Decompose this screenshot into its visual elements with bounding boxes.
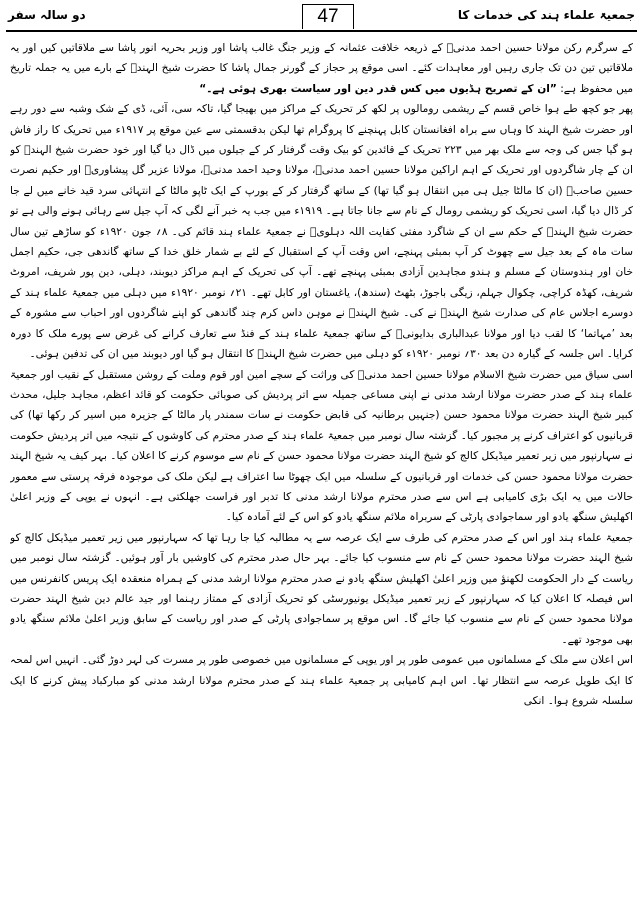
header-title-right: جمعیۃ علماء ہند کی خدمات کا [457, 8, 635, 22]
paragraph-1 [10, 38, 633, 99]
page-header [6, 4, 637, 32]
pasha-quote: ”ان کے تصریح ہڈیوں میں کس قدر دین اور سیاست بھری ہوئی ہے۔“ [199, 82, 557, 95]
paragraph-5: اس اعلان سے ملک کے مسلمانوں میں عمومی طور پر اور یوپی کے مسلمانوں میں خصوصی طور پر مسرت کی لہر دوڑ گئی۔ انہیں اس لمحہ کا ایک طویل عرصہ سے انتظار تھا۔ اس اہم کامیابی پر جمعیۃ علماء ہند کے صدر محترم مولانا ارشد مدنی کو مبارکباد پیش کرنے کا ایک سلسلہ شروع ہوا۔ انکی [10, 654, 633, 707]
paragraph-4: جمعیۃ علماء ہند اور اس کے صدر محترم کی طرف سے ایک عرصہ سے یہ مطالبہ کیا جا رہا تھا کہ سہارنپور میں زیر تعمیر میڈیکل کالج کو شیخ الہند حضرت مولانا محمود حسن کے نام سے منسوب کیا جائے۔ بہر حال صدر محترم کی کاوشیں بار آور ہوئیں۔ گزشتہ سال نومبر میں ریاست کے دار الحکومت لکھنؤ میں وزیر اعلیٰ اکھلیش سنگھ یادو نے صدر محترم مولانا ارشد مدنی کے ہمراہ منعقدہ ایک پریس کانفرنس میں اس فیصلہ کا اعلان کیا کہ سہارنپور کے زیر تعمیر میڈیکل یونیورسٹی کو تحریک آزادی کے ممتاز رہنما اور جید عالم دین شیخ الہند حضرت مولانا محمود حسن کے نام سے منسوب کیا جائے گا۔ اس موقع پر سماجوادی پارٹی کے صدر اور ریاست کے سابق وزیر اعلیٰ ملائم سنگھ یادو بھی موجود تھے۔ [10, 531, 633, 646]
paragraph-3: اسی سیاق میں حضرت شیخ الاسلام مولانا حسین احمد مدنیؒ کی وراثت کے سچے امین اور قوم وملت کے روشن مستقبل کے نقیب اور جمعیۃ علماء ہند کے صدر حضرت مولانا ارشد مدنی نے اپنی مساعی جمیلہ سے اتر پردیش کی صوبائی حکومت کو قائد اعظم، مجاہد جلیل، محدث کبیر شیخ الہند حضرت مولانا محمود حسن (جنہیں برطانیہ کی قابض حکومت نے سات سمندر پار مالٹا کے جزیرہ میں اسیر کر رکھا تھا) کی قربانیوں کو اعتراف کرنے پر مجبور کیا۔ گزشتہ سال نومبر میں جمعیۃ علماء ہند کے صدر محترم کی کاوشوں کے نتیجہ میں اتر پردیش حکومت نے سہارنپور میں زیر تعمیر میڈیکل کالج کو شیخ الہند حضرت مولانا محمود حسن کے نام سے موسوم کرنے کا اعلان کیا۔ بہر کیف یہ شیخ الہند حضرت مولانا محمود حسن کی خدمات اور قربانیوں کے سلسلہ میں ایک چھوٹا سا اعتراف ہے لیکن ملک کی موجودہ فرقہ پرستی سے معمور حالات میں یہ ایک بڑی کامیابی ہے اس سے صدر محترم مولانا ارشد مدنی کا تدبر اور فراست جھلکتی ہے۔ انہوں نے یوپی کے وزیر اعلیٰ اکھلیش سنگھ یادو اور سماجوادی پارٹی کے سربراہ ملائم سنگھ یادو کو اس کے لئے آمادہ کیا۔ [10, 368, 633, 524]
page-number: 47 [302, 4, 354, 29]
paragraph-1-text: کے سرگرم رکن مولانا حسین احمد مدنیؒ کے ذریعہ خلافت عثمانہ کے وزیر جنگ غالب پاشا اور وزیر بحریہ انور پاشا سے ملاقاتیں کیں اور یہ ملاقاتیں تین دن تک جاری رہیں اور معاہدات کئے۔ اسی موقع پر حجاز کے گورنر جمال پاشا کا حضرت شیخ الہندؒ کے بارے میں یہ جملہ تاریخ میں محفوظ ہے: [10, 42, 633, 95]
header-title-left: دو سالہ سفر [8, 8, 86, 22]
paragraph-2: پھر جو کچھ طے ہوا خاص قسم کے ریشمی رومالوں پر لکھ کر تحریک کے مراکز میں بھیجا گیا، تاکہ سی، آئی، ڈی کے شک وشبہ سے دور رہے اور حضرت شیخ الہند کا وہاں سے براہ افغانستان کابل پہنچنے کا پروگرام تھا لیکن بدقسمتی سے عین موقع پر ۱۹۱۷ء میں تحریک کا راز فاش ہو گیا جس کی وجہ سے ملک بھر میں ۲۲۳ تحریک کے قائدین کو بیک وقت گرفتار کر کے جیلوں میں ڈال دیا گیا اور خود حضرت شیخ الہندؒ کو ان کے چار شاگردوں اور تحریک کے اہم اراکین مولانا حسین احمد مدنیؒ، مولانا وحید احمد مدنیؒ، مولانا عزیر گل پیشاوریؒ اور حکیم نصرت حسین صاحبؒ (ان کا مالٹا جیل ہی میں انتقال ہو گیا تھا) کے ساتھ گرفتار کر کے یورپ کے ایک ٹاپو مالٹا کے انتہائی سرد قید خانے میں لے جا کر ڈال دیا گیا، اسی تحریک کو ریشمی رومال کے نام سے جانا جاتا ہے۔ ۱۹۱۹ء میں جب یہ خبر آنے لگی کہ آپ جیل سے رہائی ہونے والی ہے تو حضرت شیخ الہندؒ کے حکم سے ان کے شاگرد مفتی کفایت اللہ دہلویؒ نے جمعیۃ علماء ہند قائم کی۔ ۸؍ جون ۱۹۲۰ء کو ساڑھے تین سال سات ماہ کے بعد جیل سے چھوٹ کر آپ بمبئی پہنچے، اس وقت آپ کے استقبال کے لئے بے شمار خلق خدا کے ساتھ گاندھی جی، حکیم اجمل خان اور ہندوستان کے مسلم و ہندو مجاہدین آزادی بمبئی پہنچے تھے۔ آپ کی تحریک کے اہم مراکز دیوبند، دہلی، دین پور شریف، امروٹ شریف، کھڈہ کراچی، چکوال جہلم، زیگی باجوڑ، بٹھٹ (سندھ)، یاغستان اور کابل تھے۔ ۲۱؍ نومبر ۱۹۲۰ء میں دہلی میں جمعیۃ علماء ہند کے دوسرے اجلاس عام کی صدارت شیخ الہندؒ نے کی۔ شیخ الہندؒ نے موہن داس کرم چند گاندھی کو اپنے شاگردوں اور احباب سے مشورہ کے بعد ’مہاتما‘ کا لقب دیا اور مولانا عبدالباری بدایونیؒ کے ساتھ جمعیۃ علماء ہند کے فنڈ سے تعارف کرانے کی غرض سے پورے ملک کا دورہ کرایا۔ اس جلسہ کے گیارہ دن بعد ۳۰؍ نومبر ۱۹۲۰ء کو دہلی میں حضرت شیخ الہندؒ کا انتقال ہو گیا اور دیوبند میں ان کی تدفین ہوئی۔ [10, 103, 633, 361]
article-body [10, 38, 633, 903]
